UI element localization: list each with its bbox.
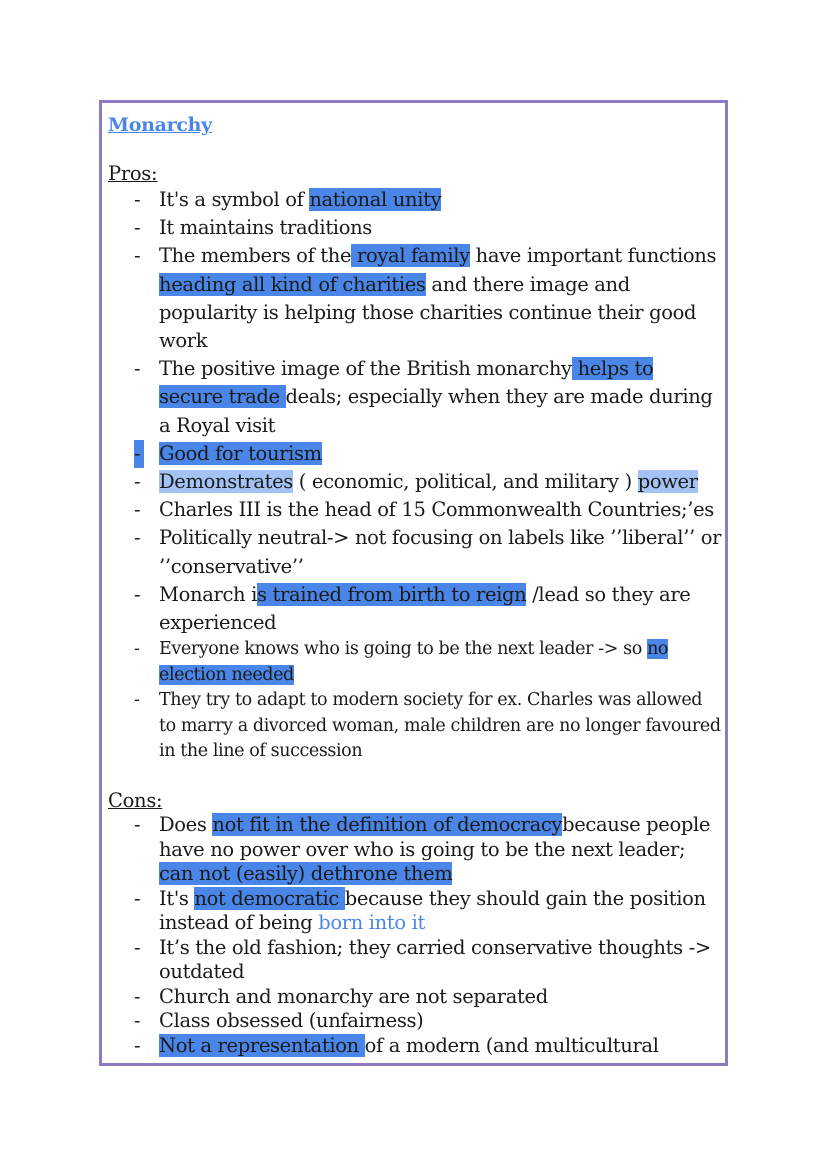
pros-list	[108, 186, 722, 765]
pros-item-5: - Good for tourism	[108, 440, 722, 468]
pros-item-3: - The members of the royal family have important functions heading all kind of charities and there image and popularity is helping those charities continue their good work	[108, 242, 722, 355]
pros-item-7: - Charles III is the head of 15 Commonwealth Countries;’es	[108, 496, 722, 524]
pros-item-1: - It's a symbol of national unity	[108, 186, 722, 214]
pros-item-11: - They try to adapt to modern society for ex. Charles was allowed to marry a divorced woman, male children are no longer favoured in the line of succession	[108, 688, 722, 765]
cons-list	[108, 813, 722, 1058]
cons-heading: Cons:	[108, 789, 163, 812]
cons-item-5: - Class obsessed (unfairness)	[108, 1009, 722, 1034]
cons-item-2: - It's not democratic because they should gain the position instead of being born into it	[108, 887, 722, 936]
cons-item-4: - Church and monarchy are not separated	[108, 985, 722, 1010]
pros-heading: Pros:	[108, 162, 158, 185]
pros-item-8: - Politically neutral-> not focusing on labels like ’’liberal’’ or ’’conservative’’	[108, 524, 722, 580]
pros-item-4: - The positive image of the British monarchy helps to secure trade deals; especially when they are made during a Royal visit	[108, 355, 722, 440]
pros-item-2: - It maintains traditions	[108, 214, 722, 242]
cons-item-1: - Does not fit in the definition of democracybecause people have no power over who is going to be the next leader; can not (easily) dethrone them	[108, 813, 722, 887]
pros-item-10: - Everyone knows who is going to be the next leader -> so no election needed	[108, 637, 722, 688]
cons-item-3: - It’s the old fashion; they carried conservative thoughts -> outdated	[108, 936, 722, 985]
cons-item-6: - Not a representation of a modern (and multicultural	[108, 1034, 722, 1059]
page-title[interactable]: Monarchy	[108, 114, 212, 136]
document-frame	[99, 100, 728, 1066]
pros-item-6: - Demonstrates ( economic, political, and military ) power	[108, 468, 722, 496]
pros-item-9: - Monarch is trained from birth to reign /lead so they are experienced	[108, 581, 722, 637]
